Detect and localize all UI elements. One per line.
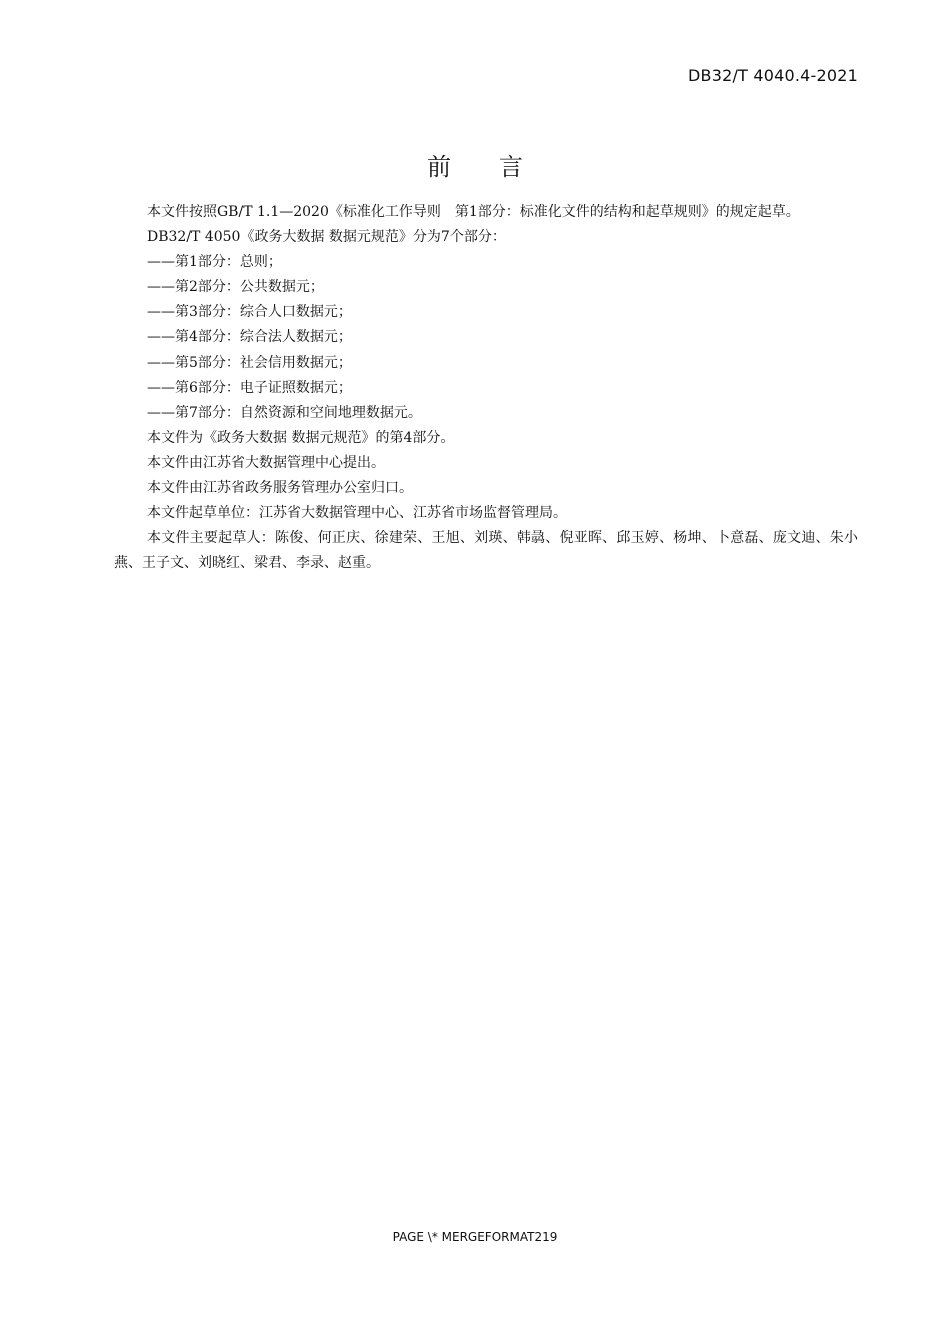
paragraph-responsible-unit: 本文件由江苏省政务服务管理办公室归口。 — [147, 480, 413, 497]
list-item-part-4: ——第4部分：综合法人数据元； — [147, 329, 352, 346]
list-item-part-2: ——第2部分：公共数据元； — [147, 279, 324, 296]
foreword-body — [114, 200, 858, 576]
list-item-part-1: ——第1部分：总则； — [147, 254, 282, 271]
paragraph-this-part: 本文件为《政务大数据 数据元规范》的第4部分。 — [147, 429, 455, 446]
paragraph-drafting-basis: 本文件按照GB/T 1.1—2020《标准化工作导则 第1部分：标准化文件的结构和起草规则》的规定起草。 — [147, 204, 800, 220]
paragraph-parts-intro: DB32/T 4050《政务大数据 数据元规范》分为7个部分： — [147, 229, 506, 246]
paragraph-drafters: 本文件主要起草人：陈俊、何正庆、徐建荣、王旭、刘瑛、韩骉、倪亚晖、邱玉婷、杨坤、卜意磊、庞文迪、朱小燕、王子文、刘晓红、梁君、李录、赵重。 — [114, 530, 858, 572]
list-item-part-6: ——第6部分：电子证照数据元； — [147, 379, 352, 396]
list-item-part-3: ——第3部分：综合人口数据元； — [147, 304, 352, 321]
document-code: DB32/T 4040.4-2021 — [688, 66, 858, 85]
page-footer-field: PAGE \* MERGEFORMAT219 — [392, 1230, 558, 1244]
page-title: 前 言 — [427, 153, 523, 181]
list-item-part-5: ——第5部分：社会信用数据元； — [147, 354, 352, 371]
list-item-part-7: ——第7部分：自然资源和空间地理数据元。 — [147, 404, 422, 421]
paragraph-drafting-units: 本文件起草单位：江苏省大数据管理中心、江苏省市场监督管理局。 — [147, 505, 567, 522]
paragraph-proposer: 本文件由江苏省大数据管理中心提出。 — [147, 454, 385, 471]
